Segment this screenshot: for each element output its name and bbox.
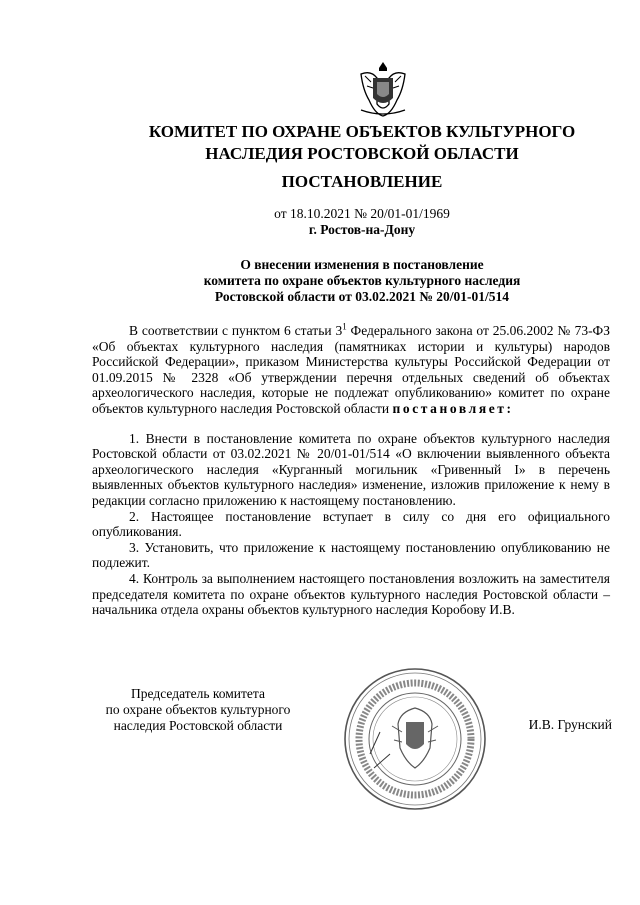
document-meta <box>92 206 632 238</box>
city: г. Ростов-на-Дону <box>308 222 416 237</box>
issuing-organization <box>92 121 632 165</box>
document-body <box>92 323 610 618</box>
org-line-1: КОМИТЕТ ПО ОХРАНЕ ОБЪЕКТОВ КУЛЬТУРНОГО <box>148 122 576 141</box>
document-subject <box>92 257 632 305</box>
subject-line-2: комитета по охране объектов культурного наследия <box>203 273 521 288</box>
item-2: 2. Настоящее постановление вступает в силу со дня его официального опубликования. <box>92 508 610 540</box>
position-line-1: Председатель комитета <box>131 686 265 701</box>
coat-of-arms-icon <box>357 60 409 118</box>
document-type: ПОСТАНОВЛЕНИЕ <box>281 172 443 191</box>
position-line-3: наследия Ростовской области <box>113 718 283 733</box>
position-line-2: по охране объектов культурного <box>105 702 291 717</box>
official-seal-icon <box>340 664 490 814</box>
date-number: от 18.10.2021 № 20/01-01/1969 <box>274 206 450 221</box>
org-line-2: НАСЛЕДИЯ РОСТОВСКОЙ ОБЛАСТИ <box>205 144 519 163</box>
subject-line-1: О внесении изменения в постановление <box>240 257 484 272</box>
preamble-text-a: В соответствии с пунктом 6 статьи 3 <box>129 323 343 338</box>
item-4: 4. Контроль за выполнением настоящего постановления возложить на заместителя председателя комитета по охране объектов культурного наследия Ростовской области – начальника отдела охраны объектов культурного наследия Коробову И.В. <box>92 570 610 618</box>
preamble-text-b: Федерального закона от 25.06.2002 № 73-ФЗ «Об объектах культурного наследия (памятниках истории и культуры) народов Российской Федерации», приказом Министерства культуры Российской Федерации от 01.09.2015 № 2328 «Об утверждении перечня отдельных сведений об объектах археологического наследия, которые не подлежат опубликованию» комитет по охране объектов культурного наследия Ростовской области <box>92 323 610 416</box>
preamble-paragraph <box>92 323 610 417</box>
signatory-position <box>88 686 308 734</box>
preamble-superscript: 1 <box>342 321 347 332</box>
subject-line-3: Ростовской области от 03.02.2021 № 20/01-01/514 <box>214 289 510 304</box>
resolves-word: постановляет: <box>392 400 514 416</box>
item-1: 1. Внести в постановление комитета по охране объектов культурного наследия Ростовской области от 03.02.2021 № 20/01-01/514 «О включении выявленного объекта археологического наследия «Курганный могильник «Гривенный I» в перечень выявленных объектов культурного наследия» изменение, изложив приложение к нему в редакции согласно приложению к настоящему постановлению. <box>92 430 610 508</box>
signatory-name: И.В. Грунский <box>528 717 612 732</box>
item-3: 3. Установить, что приложение к настоящему постановлению опубликованию не подлежит. <box>92 539 610 571</box>
